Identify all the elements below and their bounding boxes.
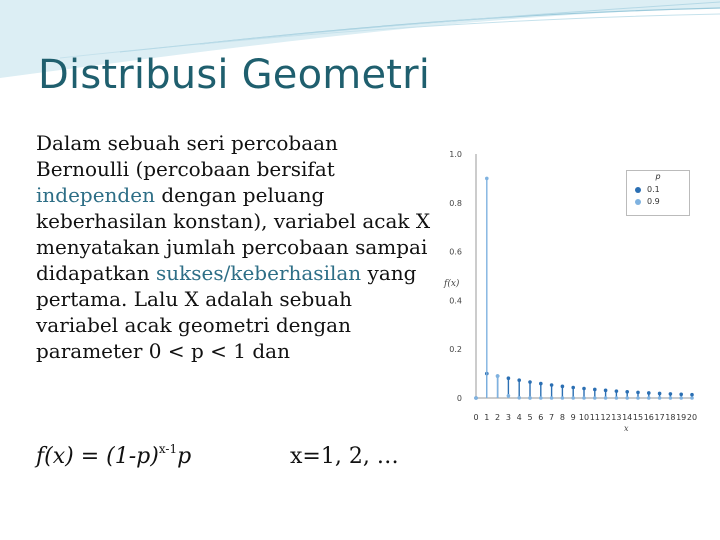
point-series-1 <box>550 396 554 400</box>
point-series-0 <box>679 393 683 397</box>
point-series-0 <box>528 380 532 384</box>
highlight-independen: independen <box>36 183 155 207</box>
x-tick-label: 10 <box>578 413 590 422</box>
geometric-pmf-chart <box>432 136 704 440</box>
point-series-1 <box>615 396 619 400</box>
x-tick-label: 16 <box>643 413 654 422</box>
pmf-formula <box>36 442 399 469</box>
x-tick-label: 17 <box>654 413 665 422</box>
point-series-1 <box>690 396 694 400</box>
x-tick-label: 5 <box>527 413 533 422</box>
point-series-1 <box>561 396 565 400</box>
slide-title: Distribusi Geometri <box>38 52 431 98</box>
y-tick-label: 0 <box>456 394 462 403</box>
x-tick-label: 20 <box>686 413 698 422</box>
point-series-0 <box>690 393 694 397</box>
point-series-0 <box>604 389 608 393</box>
chart-legend <box>626 170 690 216</box>
x-tick-label: 9 <box>570 413 576 422</box>
point-series-0 <box>517 378 521 382</box>
x-tick-label: 4 <box>516 413 522 422</box>
x-tick-label: 18 <box>665 413 676 422</box>
x-tick-label: 1 <box>484 413 490 422</box>
y-tick-label: 0.2 <box>449 345 462 355</box>
point-series-1 <box>507 394 511 398</box>
point-series-0 <box>571 386 575 390</box>
point-series-1 <box>496 374 500 378</box>
x-tick-label: 6 <box>538 413 544 422</box>
formula-domain: x=1, 2, … <box>290 444 399 469</box>
point-series-1 <box>604 396 608 400</box>
point-series-0 <box>658 392 662 396</box>
point-series-1 <box>636 396 640 400</box>
point-series-1 <box>582 396 586 400</box>
legend-marker <box>635 199 641 205</box>
x-tick-label: 13 <box>611 413 622 422</box>
x-tick-label: 19 <box>676 413 687 422</box>
definition-text-part-2: dengan peluang keberhasilan konstan), variabel acak X menyatakan jumlah percobaan sampai didapatkan <box>36 183 431 285</box>
definition-paragraph <box>36 130 436 364</box>
y-tick-label: 0.8 <box>449 198 462 208</box>
point-series-1 <box>593 396 597 400</box>
point-series-0 <box>593 388 597 392</box>
point-series-0 <box>647 391 651 395</box>
x-tick-label: 3 <box>505 413 511 422</box>
point-series-0 <box>615 389 619 393</box>
point-series-1 <box>647 396 651 400</box>
point-series-1 <box>679 396 683 400</box>
x-tick-label: 15 <box>632 413 644 422</box>
point-series-0 <box>625 390 629 394</box>
x-tick-label: 12 <box>600 413 611 422</box>
point-series-1 <box>669 396 673 400</box>
legend-item-1 <box>635 197 660 206</box>
point-series-1 <box>571 396 575 400</box>
legend-label: 0.1 <box>647 185 660 194</box>
point-series-0 <box>561 385 565 389</box>
legend-item-0 <box>635 185 660 194</box>
x-tick-label: 7 <box>549 413 555 422</box>
point-series-1 <box>528 396 532 400</box>
highlight-sukses: sukses/keberhasilan <box>155 261 362 285</box>
point-series-1 <box>658 396 662 400</box>
legend-marker <box>635 187 641 193</box>
y-tick-label: 0.4 <box>449 296 462 306</box>
definition-text-part-3: yang pertama. Lalu X adalah sebuah variabel acak geometri dengan parameter 0 < p < 1 dan <box>36 261 417 363</box>
point-series-1 <box>474 396 478 400</box>
point-series-0 <box>539 382 543 386</box>
x-tick-label: 14 <box>622 413 633 422</box>
x-axis-label: x <box>624 424 629 433</box>
legend-title: p <box>655 172 661 181</box>
y-tick-label: 1.0 <box>449 150 462 159</box>
point-series-0 <box>550 383 554 387</box>
point-series-1 <box>517 396 521 400</box>
x-tick-label: 0 <box>473 413 479 422</box>
formula-p: p <box>177 444 192 469</box>
y-axis-label: f(x) <box>444 279 460 289</box>
formula-exponent: x-1 <box>158 442 178 456</box>
point-series-0 <box>582 387 586 391</box>
point-series-1 <box>539 396 543 400</box>
x-tick-label: 11 <box>589 413 600 422</box>
point-series-0 <box>669 392 673 396</box>
point-series-1 <box>625 396 629 400</box>
point-series-0 <box>636 391 640 395</box>
formula-lhs: f(x) = (1-p) <box>36 444 159 469</box>
point-series-1 <box>485 177 489 181</box>
point-series-0 <box>507 376 511 380</box>
x-tick-label: 8 <box>559 413 565 422</box>
definition-text-part-1: Dalam sebuah seri percobaan Bernoulli (percobaan bersifat <box>36 131 338 181</box>
x-tick-label: 2 <box>495 413 501 422</box>
y-tick-label: 0.6 <box>449 247 462 257</box>
legend-label: 0.9 <box>647 197 660 206</box>
